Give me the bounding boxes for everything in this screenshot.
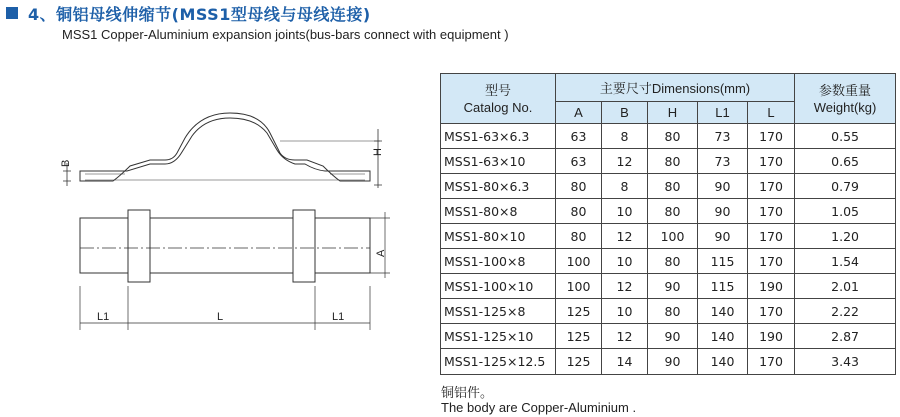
cell-a: 63 <box>556 149 602 174</box>
dimensions-header: 主要尺寸Dimensions(mm) <box>556 74 795 102</box>
dim-l1-right-label: L1 <box>332 311 345 323</box>
cell-l1: 73 <box>698 124 748 149</box>
dim-h-label: H <box>372 148 384 156</box>
cell-l: 190 <box>748 274 795 299</box>
table-row <box>441 349 896 375</box>
side-view <box>63 113 382 188</box>
cell-l1: 115 <box>698 274 748 299</box>
dimensions-table <box>440 73 896 375</box>
cell-h: 90 <box>648 324 698 349</box>
cell-a: 80 <box>556 224 602 249</box>
dim-a-label: A <box>375 249 387 257</box>
cell-a: 100 <box>556 249 602 274</box>
cell-h: 80 <box>648 174 698 199</box>
section-subtitle: MSS1 Copper-Aluminium expansion joints(bus-bars connect with equipment ) <box>62 27 509 42</box>
cell-b: 8 <box>602 124 648 149</box>
table-row <box>441 299 896 324</box>
cell-l: 170 <box>748 149 795 174</box>
weight-header-cn: 参数重量 <box>819 82 872 98</box>
cell-weight: 2.22 <box>795 299 896 324</box>
catalog-header-en: Catalog No. <box>463 99 533 115</box>
cell-h: 80 <box>648 249 698 274</box>
cell-weight: 0.79 <box>795 174 896 199</box>
table-row <box>441 249 896 274</box>
col-b-header: B <box>602 102 648 124</box>
catalog-header <box>441 74 556 124</box>
cell-h: 90 <box>648 349 698 375</box>
cell-a: 125 <box>556 324 602 349</box>
section-title: 4、铜铝母线伸缩节(MSS1型母线与母线连接) <box>28 4 371 24</box>
cell-model: MSS1-80×10 <box>441 224 556 249</box>
cell-model: MSS1-100×10 <box>441 274 556 299</box>
cell-weight: 2.01 <box>795 274 896 299</box>
cell-l: 170 <box>748 224 795 249</box>
cell-l: 170 <box>748 249 795 274</box>
cell-model: MSS1-80×8 <box>441 199 556 224</box>
cell-l: 170 <box>748 174 795 199</box>
cell-l1: 140 <box>698 324 748 349</box>
material-note-cn: 铜铝件。 <box>441 385 494 400</box>
cell-model: MSS1-125×10 <box>441 324 556 349</box>
cell-weight: 1.20 <box>795 224 896 249</box>
cell-b: 8 <box>602 174 648 199</box>
table-row <box>441 199 896 224</box>
cell-h: 80 <box>648 199 698 224</box>
cell-weight: 0.55 <box>795 124 896 149</box>
col-l1-header: L1 <box>698 102 748 124</box>
cell-model: MSS1-63×6.3 <box>441 124 556 149</box>
col-l-header: L <box>748 102 795 124</box>
material-note-en: The body are Copper-Aluminium . <box>441 400 637 415</box>
col-h-header: H <box>648 102 698 124</box>
cell-model: MSS1-100×8 <box>441 249 556 274</box>
cell-l1: 140 <box>698 299 748 324</box>
cell-a: 80 <box>556 174 602 199</box>
cell-b: 12 <box>602 324 648 349</box>
table-row <box>441 149 896 174</box>
cell-l1: 90 <box>698 199 748 224</box>
cell-b: 14 <box>602 349 648 375</box>
dim-b-label: B <box>60 159 72 167</box>
table-row <box>441 124 896 149</box>
weight-header <box>795 74 896 124</box>
table-row <box>441 324 896 349</box>
cell-weight: 2.87 <box>795 324 896 349</box>
cell-b: 12 <box>602 149 648 174</box>
cell-h: 80 <box>648 299 698 324</box>
cell-weight: 1.05 <box>795 199 896 224</box>
cell-l: 190 <box>748 324 795 349</box>
cell-l1: 115 <box>698 249 748 274</box>
cell-a: 63 <box>556 124 602 149</box>
cell-l1: 73 <box>698 149 748 174</box>
col-a-header: A <box>556 102 602 124</box>
cell-weight: 0.65 <box>795 149 896 174</box>
section-header <box>6 2 371 24</box>
dim-l-label: L <box>217 311 224 323</box>
cell-l: 170 <box>748 299 795 324</box>
cell-l: 170 <box>748 199 795 224</box>
cell-h: 100 <box>648 224 698 249</box>
cell-h: 80 <box>648 149 698 174</box>
cell-model: MSS1-125×12.5 <box>441 349 556 375</box>
table-row <box>441 174 896 199</box>
table-row <box>441 274 896 299</box>
cell-b: 12 <box>602 224 648 249</box>
cell-l1: 140 <box>698 349 748 375</box>
cell-l: 170 <box>748 349 795 375</box>
cell-weight: 3.43 <box>795 349 896 375</box>
square-bullet-icon <box>6 7 18 19</box>
cell-a: 100 <box>556 274 602 299</box>
weight-header-en: Weight(kg) <box>813 99 877 115</box>
table-row <box>441 224 896 249</box>
cell-a: 80 <box>556 199 602 224</box>
cell-b: 10 <box>602 249 648 274</box>
cell-model: MSS1-80×6.3 <box>441 174 556 199</box>
cell-b: 10 <box>602 199 648 224</box>
cell-model: MSS1-63×10 <box>441 149 556 174</box>
cell-weight: 1.54 <box>795 249 896 274</box>
cell-a: 125 <box>556 349 602 375</box>
cell-l1: 90 <box>698 174 748 199</box>
cell-h: 80 <box>648 124 698 149</box>
cell-l: 170 <box>748 124 795 149</box>
expansion-joint-drawing <box>55 108 400 333</box>
cell-l1: 90 <box>698 224 748 249</box>
cell-b: 10 <box>602 299 648 324</box>
cell-model: MSS1-125×8 <box>441 299 556 324</box>
catalog-header-cn: 型号 <box>484 82 511 98</box>
cell-a: 125 <box>556 299 602 324</box>
dim-l1-left-label: L1 <box>97 311 110 323</box>
cell-b: 12 <box>602 274 648 299</box>
cell-h: 90 <box>648 274 698 299</box>
